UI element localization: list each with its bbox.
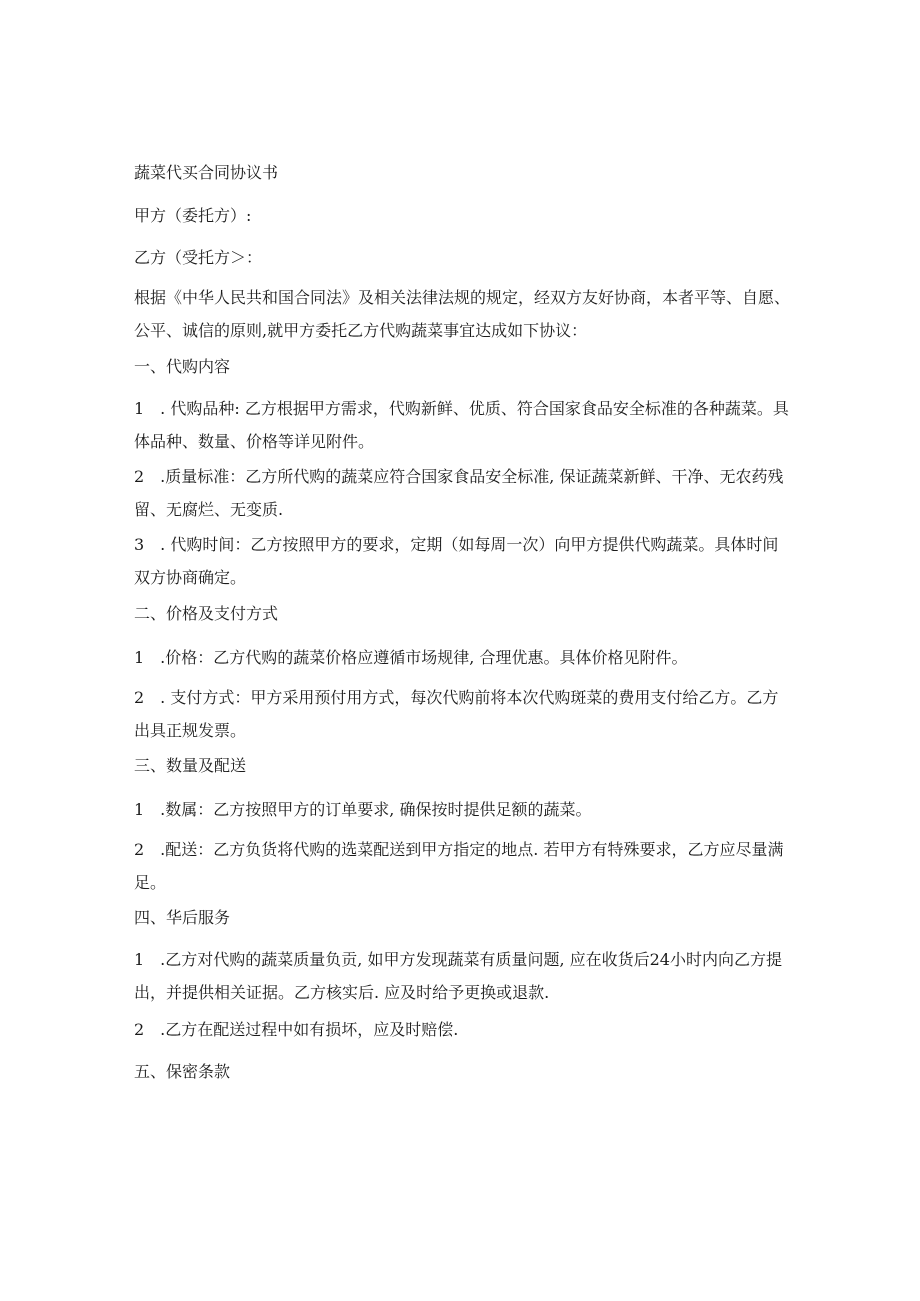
clause-paragraph: 2 .配送：乙方负货将代购的选菜配送到甲方指定的地点. 若甲方有特殊要求，乙方应尽量满足。 xyxy=(134,840,784,892)
intro-paragraph: 根据《中华人民共和国合同法》及相关法律法规的规定，经双方友好协商，本者平等、自愿、公平、诚信的原则,就甲方委托乙方代购蔬菜事宜达成如下协议： xyxy=(134,288,791,340)
clause-paragraph: 2 .质量标准：乙方所代购的蔬菜应符合国家食品安全标准, 保证蔬菜新鲜、干净、无农药残留、无腐烂、无变质. xyxy=(134,467,784,519)
section-heading: 三、数量及配送 xyxy=(134,756,247,775)
document-title: 蔬菜代买合同协议书 xyxy=(134,163,279,182)
clause-paragraph: 1 .价格：乙方代购的蔬菜价格应遵循市场规律, 合理优惠。具体价格见附件。 xyxy=(134,648,688,667)
clause-paragraph: 1 .数属：乙方按照甲方的订单要求, 确保按时提供足额的蔬菜。 xyxy=(134,800,592,819)
party-b-line: 乙方（受托方＞： xyxy=(134,248,263,267)
party-a-line: 甲方（委托方）: xyxy=(134,206,252,225)
section-heading: 一、代购内容 xyxy=(134,357,231,376)
clause-paragraph: 1 . 代购品种: 乙方根据甲方需求，代购新鲜、优质、符合国家食品安全标准的各种蔬菜。具体品种、数量、价格等详见附件。 xyxy=(134,399,789,451)
clause-paragraph: 1 .乙方对代购的蔬菜质量负贡, 如甲方发现蔬菜有质量问题, 应在收货后24小时内向乙方提出，并提供相关证据。乙方核实后. 应及时给予更换或退款. xyxy=(134,950,782,1002)
section-heading: 四、华后服务 xyxy=(134,908,231,927)
clause-paragraph: 2 .乙方在配送过程中如有损坏，应及时赔偿. xyxy=(134,1020,459,1039)
section-heading: 二、价格及支付方式 xyxy=(134,604,279,623)
section-heading: 五、保密条款 xyxy=(134,1062,231,1081)
clause-paragraph: 2 . 支付方式：甲方采用预付用方式，每次代购前将本次代购斑菜的费用支付给乙方。乙方出具正规发票。 xyxy=(134,688,779,740)
clause-paragraph: 3 . 代购时间：乙方按照甲方的要求，定期（如每周一次）向甲方提供代购蔬菜。具体时间双方协商确定。 xyxy=(134,535,779,587)
